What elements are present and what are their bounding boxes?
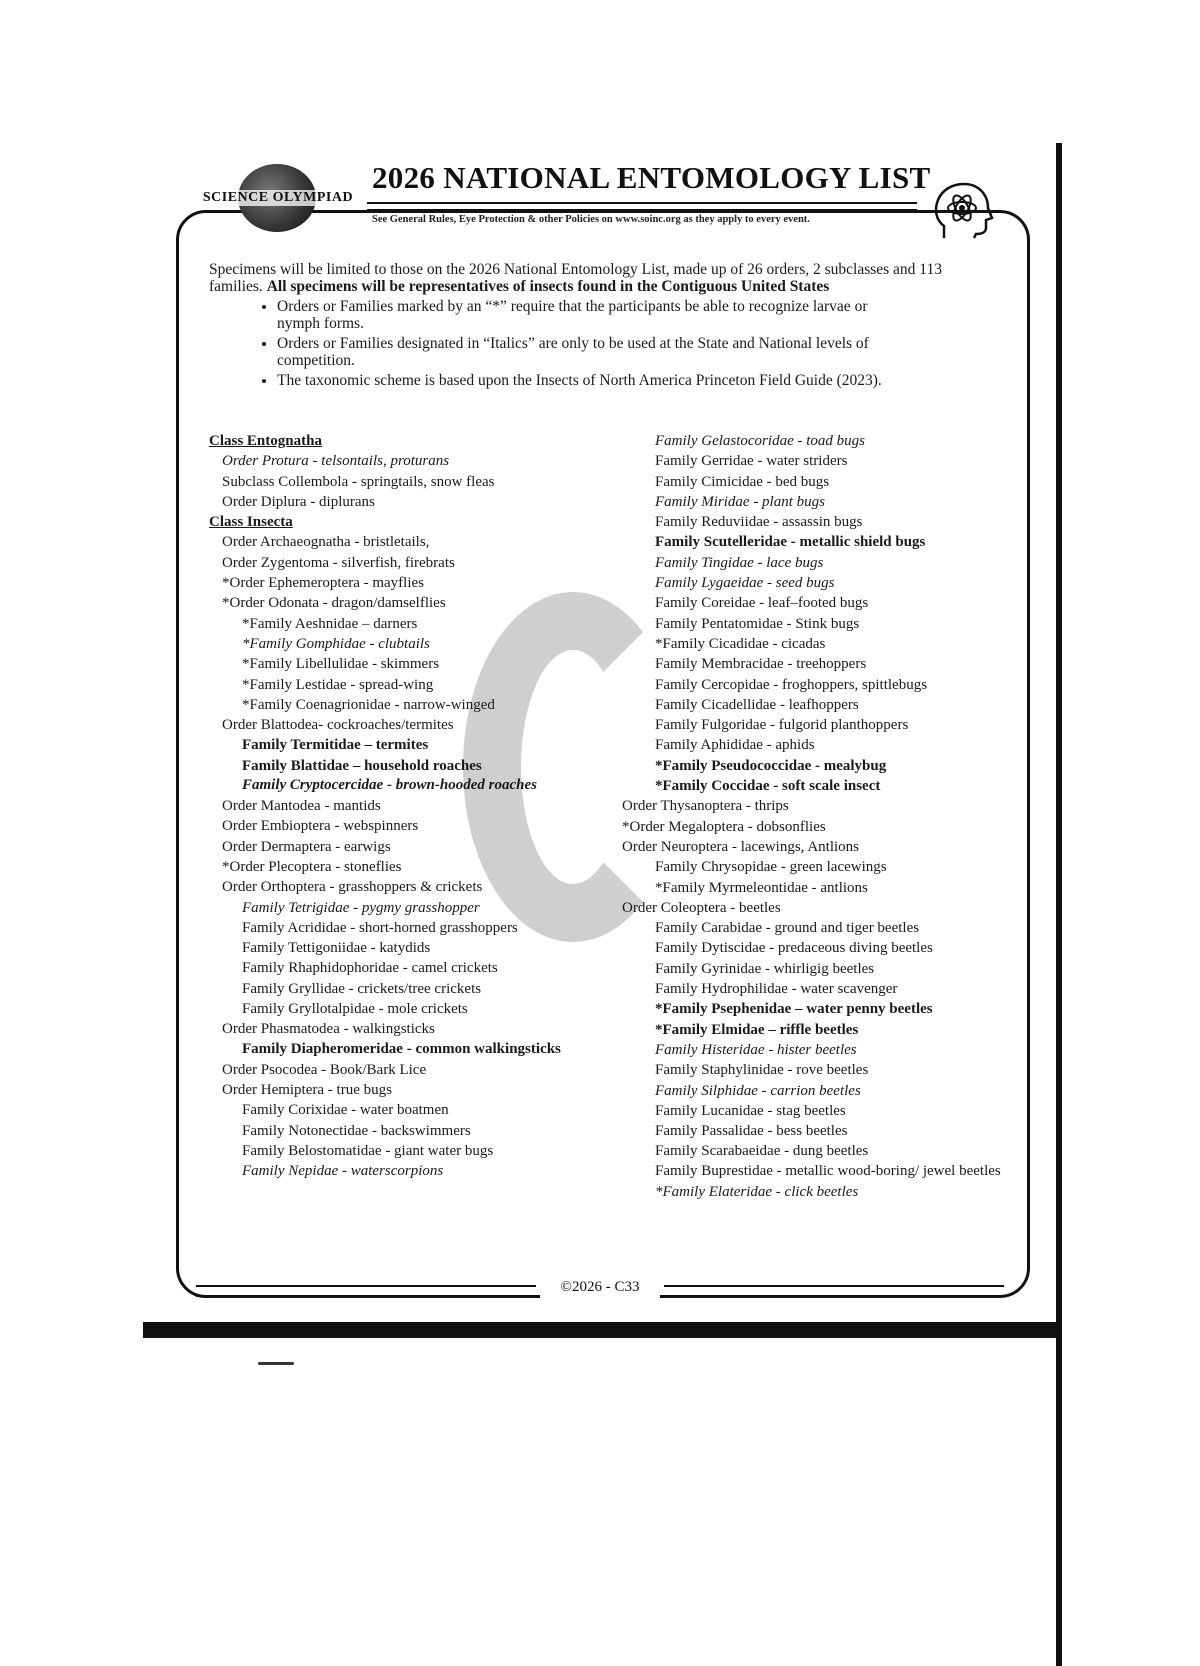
taxon-list-item: *Order Ephemeroptera - mayflies <box>222 575 424 592</box>
taxon-list-item: Order Mantodea - mantids <box>222 798 381 815</box>
taxon-list-item: Order Neuroptera - lacewings, Antlions <box>622 838 860 855</box>
taxon-list-item: Family Tettigoniidae - katydids <box>242 940 431 957</box>
taxon-list-item: Order Thysanoptera - thrips <box>622 798 789 815</box>
taxon-list-item: Family Reduviidae - assassin bugs <box>655 514 863 531</box>
taxon-list-item: Family Scarabaeidae - dung beetles <box>655 1143 869 1160</box>
taxon-list-item: Family Gryllotalpidae - mole crickets <box>242 1001 468 1018</box>
taxon-list-item: Family Passalidae - bess beetles <box>655 1123 848 1140</box>
title-rule <box>367 202 917 211</box>
taxon-list-item: *Family Coccidae - soft scale insect <box>655 778 881 795</box>
taxon-list-item: Family Termitidae – termites <box>242 737 429 754</box>
taxon-list-item: Family Cryptocercidae - brown-hooded roaches <box>242 777 537 794</box>
taxon-list-item: Family Dytiscidae - predaceous diving beetles <box>655 940 933 957</box>
taxon-list-item: Family Tingidae - lace bugs <box>655 554 824 571</box>
taxon-list-item: *Family Gomphidae - clubtails <box>242 635 430 652</box>
taxon-list-item: Order Embioptera - webspinners <box>222 818 419 835</box>
intro-bullet: • The taxonomic scheme is based upon the Insects of North America Princeton Field Guide (2023). <box>277 372 897 389</box>
taxon-list-item: Family Buprestidae - metallic wood-boring/ jewel beetles <box>655 1162 1001 1179</box>
taxon-list-item: Family Tetrigidae - pygmy grasshopper <box>242 899 480 916</box>
taxon-list-item: *Order Megaloptera - dobsonflies <box>622 818 826 835</box>
taxon-list-item: Family Aphididae - aphids <box>655 737 815 754</box>
taxon-list-item: *Family Elmidae – riffle beetles <box>655 1021 859 1038</box>
page-title: 2026 NATIONAL ENTOMOLOGY LIST <box>372 160 931 195</box>
taxon-list-item: Order Psocodea - Book/Bark Lice <box>222 1061 427 1078</box>
taxon-list-item: Family Acrididae - short-horned grasshoppers <box>242 919 518 936</box>
taxon-list-item: Family Membracidae - treehoppers <box>655 656 867 673</box>
taxon-list-item: Family Gyrinidae - whirligig beetles <box>655 960 875 977</box>
taxon-list-item: Family Hydrophilidae - water scavenger <box>655 981 898 998</box>
taxon-list-item: Family Belostomatidae - giant water bugs <box>242 1142 494 1159</box>
taxon-list-item: Family Miridae - plant bugs <box>655 493 825 510</box>
taxon-list-item: *Family Libellulidae - skimmers <box>242 656 440 673</box>
taxon-list-item: Order Hemiptera - true bugs <box>222 1081 392 1098</box>
taxon-list-item: Order Dermaptera - earwigs <box>222 838 391 855</box>
taxon-list-item: Family Diapheromeridae - common walkingsticks <box>242 1040 561 1057</box>
taxon-list-item: Order Zygentoma - silverfish, firebrats <box>222 554 455 571</box>
taxon-list-item: *Family Lestidae - spread-wing <box>242 676 434 693</box>
taxon-list-item: Family Staphylinidae - rove beetles <box>655 1062 869 1079</box>
logo-text: SCIENCE OLYMPIAD <box>198 190 358 206</box>
class-heading: Class Insecta <box>209 514 293 531</box>
taxon-list-item: Family Lucanidae - stag beetles <box>655 1102 846 1119</box>
taxon-list-item: Family Histeridae - hister beetles <box>655 1041 857 1058</box>
page-edge-bar-bottom <box>143 1322 1062 1338</box>
intro-bullet: • Orders or Families marked by an “*” require that the participants be able to recognize larvae or nymph forms. <box>277 298 897 332</box>
taxon-list-item: *Family Coenagrionidae - narrow-winged <box>242 696 495 713</box>
taxon-list-item: Order Diplura - diplurans <box>222 493 375 510</box>
taxon-list-item: Family Nepidae - waterscorpions <box>242 1163 444 1180</box>
page-footer: ©2026 - C33 <box>560 1279 640 1295</box>
intro-text: Specimens will be limited to those on the 2026 National Entomology List, made up of 26 orders, 2 subclasses and 113 families. <box>209 261 942 295</box>
taxon-list-item: Order Protura - telsontails, proturans <box>222 453 450 470</box>
taxon-list-item: Family Silphidae - carrion beetles <box>655 1082 861 1099</box>
left-column-list <box>209 431 609 1181</box>
taxon-list-item: Family Chrysopidae - green lacewings <box>655 859 887 876</box>
taxon-list-item: Family Cimicidae - bed bugs <box>655 473 830 490</box>
taxon-list-item: *Family Psephenidae – water penny beetles <box>655 1001 933 1018</box>
taxon-list-item: Family Blattidae – household roaches <box>242 757 482 774</box>
taxon-list-item: Family Notonectidae - backswimmers <box>242 1122 471 1139</box>
taxon-list-item: Order Coleoptera - beetles <box>622 899 781 916</box>
taxon-list-item: Family Corixidae - water boatmen <box>242 1102 449 1119</box>
taxon-list-item: Order Phasmatodea - walkingsticks <box>222 1021 435 1038</box>
taxon-list-item: Family Gryllidae - crickets/tree crickets <box>242 980 482 997</box>
page-edge-bar-right <box>1056 143 1062 1666</box>
footer-rule-right <box>664 1285 1004 1297</box>
scan-mark <box>258 1362 294 1365</box>
head-atom-icon <box>930 180 994 244</box>
taxon-list-item: Family Gerridae - water striders <box>655 453 848 470</box>
taxon-list-item: Family Coreidae - leaf–footed bugs <box>655 595 869 612</box>
science-olympiad-logo <box>198 164 358 232</box>
taxon-list-item: Family Fulgoridae - fulgorid planthoppers <box>655 717 909 734</box>
taxon-list-item: Family Scutelleridae - metallic shield bugs <box>655 534 926 551</box>
taxon-list-item: *Order Plecoptera - stoneflies <box>222 858 402 875</box>
taxon-list-item: Family Carabidae - ground and tiger beetles <box>655 920 920 937</box>
intro-bullet: • Orders or Families designated in “Italics” are only to be used at the State and National levels of competition. <box>277 335 897 369</box>
class-heading: Class Entognatha <box>209 433 322 449</box>
taxon-list-item: Family Cercopidae - froghoppers, spittlebugs <box>655 676 928 693</box>
taxon-list-item: *Family Pseudococcidae - mealybug <box>655 757 887 774</box>
taxon-list-item: Family Pentatomidae - Stink bugs <box>655 615 860 632</box>
taxon-list-item: *Family Aeshnidae – darners <box>242 615 418 632</box>
intro-bullets <box>209 298 969 389</box>
intro-bold-text: All specimens will be representatives of insects found in the Contiguous United States <box>266 278 830 295</box>
taxon-list-item: Family Lygaeidae - seed bugs <box>655 575 835 592</box>
taxon-list-item: Family Rhaphidophoridae - camel crickets <box>242 960 498 977</box>
intro-paragraph <box>209 261 969 295</box>
taxon-list-item: Family Cicadellidae - leafhoppers <box>655 696 859 713</box>
taxon-list-item: *Family Myrmeleontidae - antlions <box>655 879 868 896</box>
intro-section <box>209 261 969 392</box>
taxon-list-item: Family Gelastocoridae - toad bugs <box>655 433 865 449</box>
taxon-list-item: *Family Cicadidae - cicadas <box>655 635 826 652</box>
taxon-list-item: Order Blattodea- cockroaches/termites <box>222 717 454 734</box>
right-column-list <box>622 431 1012 1202</box>
taxon-list-item: Order Archaeognatha - bristletails, <box>222 534 430 551</box>
footer-rule-left <box>196 1285 536 1297</box>
page-subtitle: See General Rules, Eye Protection & other Policies on www.soinc.org as they apply to every event. <box>372 214 810 225</box>
taxon-list-item: *Order Odonata - dragon/damselflies <box>222 595 446 612</box>
taxon-list-item: Order Orthoptera - grasshoppers & crickets <box>222 879 483 896</box>
taxon-list-item: *Family Elateridae - click beetles <box>655 1183 859 1200</box>
taxon-list-item: Subclass Collembola - springtails, snow fleas <box>222 473 495 490</box>
